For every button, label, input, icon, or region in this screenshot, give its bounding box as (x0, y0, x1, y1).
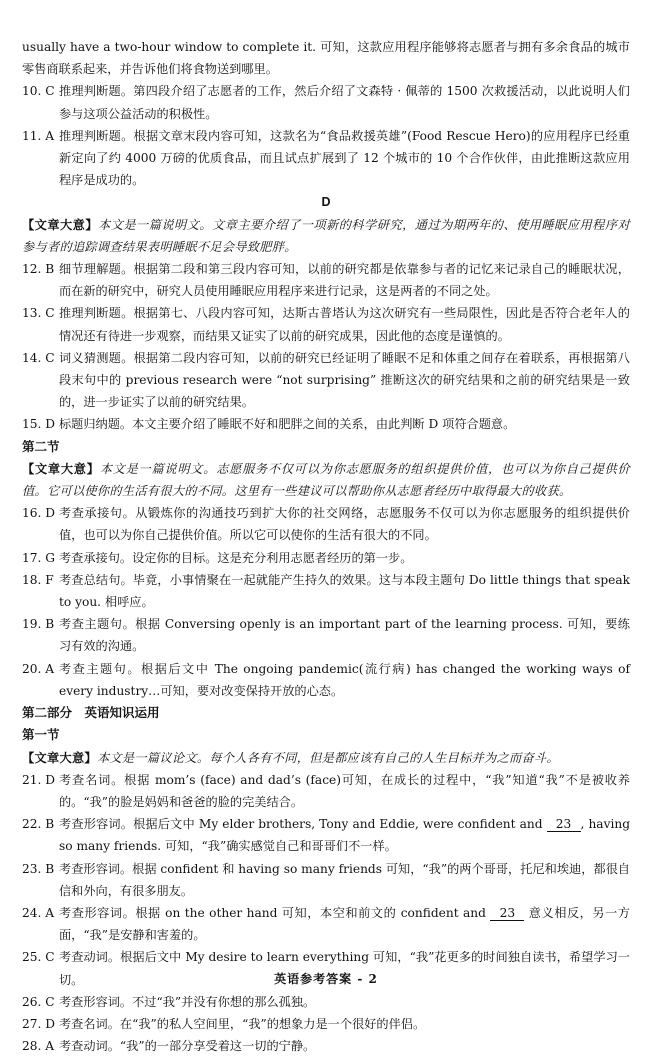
answer-number: 11. A (22, 128, 55, 143)
answer-item-13 (22, 302, 630, 346)
explanation-part: 考查形容词。根据后文中 My elder brothers, Tony and Eddie, were confident and (59, 817, 543, 832)
answer-explanation: 考查形容词。不过“我”并没有你想的那么孤独。 (59, 994, 316, 1009)
answer-item-17 (22, 547, 630, 569)
answer-number: 14. C (22, 350, 55, 365)
article-summary-d (22, 214, 630, 258)
answer-number: 15. D (22, 417, 56, 432)
continued-paragraph: usually have a two-hour window to complete it. 可知，这款应用程序能够将志愿者与拥有多余食品的城市零售商联系起来，并告诉他们将食物送到哪里。 (22, 40, 630, 77)
answer-explanation: 考查形容词。根据 confident 和 having so many friends 可知，“我”的两个哥哥，托尼和埃迪，都很自信和外向，有很多朋友。 (59, 861, 630, 898)
section-heading-part1-s2: 第二节 (22, 439, 60, 454)
answer-explanation: 考查名词。根据 mom’s (face) and dad’s (face)可知，在成长的过程中，“我”知道“我”不是被收养的。“我”的脸是妈妈和爸爸的脸的完美结合。 (59, 772, 630, 809)
article-summary-s2 (22, 458, 630, 502)
explanation-part: , having so many friends. 可知，“我”确实感觉自己和哥哥们不一样。 (59, 817, 631, 854)
answer-number: 17. G (22, 550, 55, 565)
answer-item-18 (22, 569, 630, 613)
answer-explanation: 考查承接句。从锻炼你的沟通技巧到扩大你的社交网络，志愿服务不仅可以为你志愿服务的组织提供价值，也可以为你自己提供价值。所以它可以使你的生活有很大的不同。 (59, 506, 630, 543)
section-heading-part2-s1: 第一节 (22, 728, 60, 743)
blank-reference: 23 (490, 906, 524, 921)
answer-explanation: 考查动词。“我”的一部分享受着这一切的宁静。 (59, 1039, 316, 1054)
answer-number: 24. A (22, 905, 55, 920)
answer-item-27 (22, 1013, 630, 1035)
answer-item-12 (22, 258, 630, 302)
answer-item-19 (22, 613, 630, 657)
summary-tag: 【文章大意】 (22, 750, 97, 765)
answer-item-23 (22, 858, 630, 902)
answer-number: 26. C (22, 994, 55, 1009)
answer-explanation: 标题归纳题。本文主要介绍了睡眠不好和肥胖之间的关系，由此判断 D 项符合题意。 (59, 417, 516, 432)
answer-item-10 (22, 80, 630, 124)
summary-tag: 【文章大意】 (22, 461, 100, 476)
answer-number: 13. C (22, 306, 55, 321)
answer-explanation: 考查总结句。毕竟，小事情聚在一起就能产生持久的效果。这与本段主题句 Do little things that speak to you. 相呼应。 (59, 572, 630, 610)
answer-explanation (59, 813, 630, 857)
summary-text: 本文是一篇说明文。文章主要介绍了一项新的科学研究，通过为期两年的、使用睡眠应用程序对参与者的追踪调查结果表明睡眠不足会导致肥胖。 (22, 217, 630, 254)
answer-explanation: 词义猜测题。根据第二段内容可知，以前的研究已经证明了睡眠不足和体重之间存在着联系，再根据第八段末句中的 previous research were “not surprising” 推断这次的研究结果和之前的研究结果是一致的，进一步证实了以前的研究结果。 (59, 350, 630, 410)
article-summary-part2 (22, 747, 630, 769)
answer-number: 19. B (22, 617, 55, 632)
answer-number: 16. D (22, 506, 56, 521)
part-heading-2: 第二部分 英语知识运用 (22, 706, 160, 721)
answer-explanation (59, 902, 630, 946)
summary-tag: 【文章大意】 (22, 217, 99, 232)
answer-item-16 (22, 502, 630, 546)
answer-number: 10. C (22, 84, 55, 99)
answer-item-24 (22, 902, 630, 946)
answer-item-20 (22, 658, 630, 702)
answer-number: 20. A (22, 661, 55, 676)
summary-text: 本文是一篇议论文。每个人各有不同，但是都应该有自己的人生目标并为之而奋斗。 (96, 750, 559, 765)
answer-item-26 (22, 991, 630, 1013)
answer-item-21 (22, 769, 630, 813)
explanation-part: 考查形容词。根据 on the other hand 可知，本空和前文的 confident and (59, 905, 486, 920)
answer-explanation: 推理判断题。第四段介绍了志愿者的工作，然后介绍了文森特 · 佩蒂的 1500 次救援活动，以此说明人们参与这项公益活动的积极性。 (59, 84, 630, 121)
answer-explanation: 推理判断题。根据第七、八段内容可知，达斯古普塔认为这次研究有一些局限性，因此是否符合老年人的情况还有待进一步观察，而结果又证实了以前的研究成果，因此他的态度是谨慎的。 (59, 306, 630, 343)
answer-explanation: 推理判断题。根据文章末段内容可知，这款名为“食品救援英雄”(Food Rescue Hero)的应用程序已经重新定向了约 4000 万磅的优质食品，而且试点扩展到了 12 个城市的 10 个合作伙伴，由此推断这款应用程序是成功的。 (59, 128, 630, 188)
answer-explanation: 考查承接句。设定你的目标。这是充分利用志愿者经历的第一步。 (59, 550, 413, 565)
answer-number: 23. B (22, 861, 55, 876)
explanation-part: 意义相反，另一方面，“我”是安静和害羞的。 (59, 905, 631, 943)
answer-explanation: 考查名词。在“我”的私人空间里，“我”的想象力是一个很好的伴侣。 (59, 1016, 426, 1031)
answer-number: 18. F (22, 572, 54, 587)
summary-text: 本文是一篇说明文。志愿服务不仅可以为你志愿服务的组织提供价值，也可以为你自己提供价值。它可以使你的生活有很大的不同。这里有一些建议可以帮助你从志愿者经历中取得最大的收获。 (22, 461, 630, 499)
answer-number: 28. A (22, 1039, 55, 1054)
blank-reference: 23 (547, 817, 581, 832)
answer-item-11 (22, 125, 630, 192)
answer-number: 25. C (22, 950, 55, 965)
answer-item-14 (22, 347, 630, 414)
answer-item-22 (22, 813, 630, 857)
answer-explanation: 考查主题句。根据 Conversing openly is an important part of the learning process. 可知，要练习有效的沟通。 (59, 617, 630, 654)
section-heading-d: D (321, 195, 331, 210)
answer-number: 12. B (22, 262, 55, 277)
answer-explanation: 考查动词。根据后文中 My desire to learn everything 可知，“我”花更多的时间独自读书，希望学习一切。 (59, 950, 630, 987)
answer-number: 27. D (22, 1016, 56, 1031)
answer-explanation: 细节理解题。根据第二段和第三段内容可知，以前的研究都是依靠参与者的记忆来记录自己的睡眠状况，而在新的研究中，研究人员使用睡眠应用程序来进行记录，这是两者的不同之处。 (59, 262, 630, 299)
answer-number: 22. B (22, 817, 55, 832)
answer-item-15 (22, 413, 630, 435)
page-footer: 英语参考答案 - 2 (274, 972, 378, 986)
answer-explanation: 考查主题句。根据后文中 The ongoing pandemic(流行病) has changed the working ways of every industry…可知，要对改变保持开放的心态。 (59, 661, 630, 698)
answer-number: 21. D (22, 772, 56, 787)
answer-item-28 (22, 1035, 630, 1057)
